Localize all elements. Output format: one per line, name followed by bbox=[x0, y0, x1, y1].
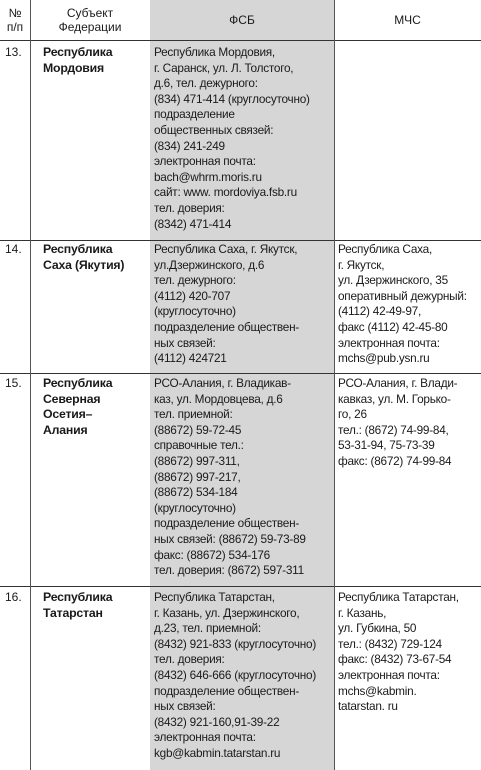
column-divider bbox=[30, 0, 31, 770]
header-num: № п/п bbox=[6, 6, 24, 34]
row-mchs-contacts: РСО-Алания, г. Влади- кавказ, ул. М. Горько- го, 26 тел.: (8672) 74-99-84, 53-31-94, 75-73-39 факс: (8672) 74-99-84 bbox=[338, 376, 458, 468]
row-number: 14. bbox=[5, 242, 22, 256]
row-fsb-contacts: Республика Татарстан, г. Казань, ул. Дзержинского, д.23, тел. приемной: (8432) 921-833 (круглосуточно) тел. доверия: (8432) 646-666 (круглосуточно) подразделение обществен- ных связей: (8432) 921-160,91-39-22 электронная почта: kgb@kabmin.tatarstan.ru bbox=[154, 590, 317, 760]
header-divider bbox=[0, 40, 481, 41]
row-subject: Республика Татарстан bbox=[43, 590, 113, 620]
header-mchs: МЧС bbox=[394, 13, 421, 27]
column-divider bbox=[334, 0, 335, 770]
row-divider bbox=[0, 240, 481, 241]
header-fsb: ФСБ bbox=[229, 13, 255, 27]
row-divider bbox=[0, 373, 481, 374]
row-subject: Республика Северная Осетия– Алания bbox=[43, 376, 113, 437]
row-fsb-contacts: Республика Саха, г. Якутск, ул.Дзержинского, д.6 тел. дежурного: (4112) 420-707 (круглосуточно) подразделение обществен- ных связей: (4112) 424721 bbox=[154, 242, 300, 366]
row-number: 16. bbox=[5, 590, 22, 604]
row-number: 15. bbox=[5, 376, 22, 390]
row-mchs-contacts: Республика Татарстан, г. Казань, ул. Губкина, 50 тел.: (8432) 729-124 факс: (8432) 73-67-54 электронная почта: mchs@kabmin. tatarstan. ru bbox=[338, 590, 459, 714]
header-subject: Субъект Федерации bbox=[58, 6, 122, 34]
row-subject: Республика Мордовия bbox=[43, 45, 113, 75]
row-subject: Республика Саха (Якутия) bbox=[43, 242, 125, 272]
row-fsb-contacts: Республика Мордовия, г. Саранск, ул. Л. Толстого, д.6, тел. дежурного: (834) 471-414 (круглосуточно) подразделение общественных связей: (834) 241-249 электронная почта: bach@whrm.moris.ru сайт: www. mordoviya.fsb.ru тел. доверия: (8342) 471-414 bbox=[154, 45, 310, 231]
row-fsb-contacts: РСО-Алания, г. Владикав- каз, ул. Мордовцева, д.6 тел. приемной: (88672) 59-72-45 справочные тел.: (88672) 997-311, (88672) 997-217, (88672) 534-184 (круглосуточно) подразделение обществен- ных связей: (88672) 59-73-89 факс: (88672) 534-176 тел. доверия: (8672) 597-311 bbox=[154, 376, 306, 578]
row-number: 13. bbox=[5, 45, 22, 59]
row-divider bbox=[0, 586, 481, 587]
row-mchs-contacts: Республика Саха, г. Якутск, ул. Дзержинского, 35 оперативный дежурный: (4112) 42-49-97, факс (4112) 42-45-80 электронная почта: mchs@pub.ysn.ru bbox=[338, 242, 467, 366]
